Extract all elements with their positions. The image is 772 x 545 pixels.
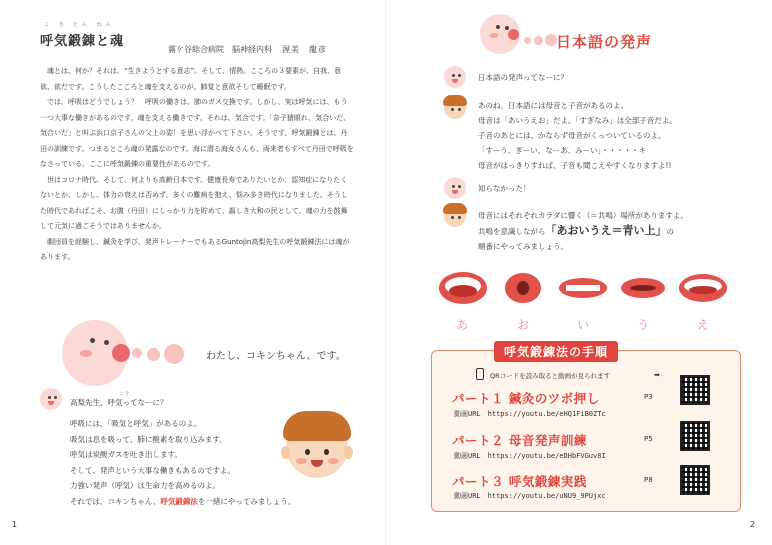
eye [90, 338, 95, 343]
section-title: 日本語の発声 [556, 33, 653, 51]
question-text: 日本語の発声ってなーに？ [478, 73, 568, 82]
part-page: P8 [644, 476, 653, 484]
essay-paragraph: では、呼吸はどうでしょう？ 呼吸の働きは、肺のガス交換です。しかし、実は呼気には、もう一つ大事な働きがあるのです。魂を支える働きです。それは、気合です。「奈子猿眼れ、気合いだ、気合いだ」と叫ぶ浜口京子さんの父上の姿！を思い浮かべて下さい。そうです、呼気鍛錬とは、丹田の訓練です。つまるところ魂の発露なのです。海に潜る海女さんも、両来者もすべて丹田で呼吸をなさっている。ここに呼気鍛錬の重要性があるのです。 [40, 98, 354, 168]
part-page: P5 [644, 435, 653, 443]
kokin-face-icon [444, 66, 466, 88]
essay-title: 呼気鍛錬と魂 [40, 34, 125, 49]
answer-text [70, 416, 295, 510]
arrow-icon: ➡ [654, 371, 660, 379]
eye [104, 340, 109, 345]
essay-body [40, 64, 354, 266]
kokin-intro: わたし、コキンちゃん、です。 [206, 351, 346, 362]
sensei-boy-icon [286, 416, 348, 478]
answer-line: 呼吸には、「吸気と呼気」があるのよ。 [70, 419, 202, 428]
video-url[interactable]: 動画URL https://youtu.be/eHQ1FiB0ZTc [454, 410, 606, 418]
sensei-boy-icon [444, 97, 466, 119]
kokin-face-icon [444, 177, 466, 199]
kokin-face-icon [62, 320, 128, 386]
vowel-label: え [697, 318, 710, 332]
page-number: 1 [12, 520, 18, 529]
lips-icon [498, 268, 548, 308]
essay-paragraph: 世はコロナ時代。そして、何よりも高齢日本です。健康長寿でありたいとか、認知症になりたくないとか、しかし、体力の衰えは否めず、多くの難病を抱え、悩み多き時代になりました。そうした時代であればこそ、お腹（丹田）にしっかり力を貯めて、謳しき大和の民として、魂の力を鼓舞して元気に過ごそうではありませんか。 [40, 175, 348, 230]
cheek [80, 350, 92, 357]
author-org: 霧ケ谷総合病院 脳神経内科 [168, 45, 272, 54]
video-url[interactable]: 動画URL https://youtu.be/eDHbFVGuv8I [454, 452, 606, 460]
answer-line: そして、発声という大事な働きもあるのですよ。 [70, 465, 235, 475]
phone-icon [476, 368, 484, 380]
kokin-face-icon [480, 14, 520, 54]
essay-paragraph: 劇団員を経験し、鍼灸を学び、発声トレーナーでもあるGuntojin高梨先生の呼気鍛錬法には魂があります。 [40, 237, 350, 261]
page-number: 2 [750, 520, 756, 529]
lips-icon [558, 268, 608, 308]
qr-code-icon[interactable] [680, 465, 710, 495]
question-text: 高梨先生、呼気ってなーに？ [70, 398, 168, 407]
answer-line: 吸気は息を吸って、肺に酸素を取り込みます。 [70, 434, 227, 444]
q1-ruby: こ き [119, 392, 130, 397]
video-url[interactable]: 動画URL https://youtu.be/uNU9_9PUjxc [454, 492, 606, 500]
kokin-face-icon [40, 388, 62, 410]
breath-dot [524, 37, 531, 44]
qr-note: QRコードを読み取ると動画が見られます [490, 372, 611, 380]
procedure-box [431, 345, 741, 512]
vowel-label: あ [456, 318, 469, 332]
part-title: パート３ 呼気鍛錬実践 [452, 474, 587, 489]
lips-icon [678, 268, 728, 308]
vowel-label: う [637, 318, 650, 332]
breath-dot [132, 348, 142, 358]
procedure-title: 呼気鍛錬法の手順 [494, 341, 618, 362]
qr-code-icon[interactable] [680, 375, 710, 405]
vowel-order: 「あおいうえ＝青い上」 [545, 224, 667, 237]
mouth [112, 344, 130, 362]
closing-line: それでは、コキンちゃん、呼気鍛錬法を一緒にやってみましょう。 [70, 496, 296, 506]
resonance-text: 母音にはそれぞれカラダに響く（＝共鳴）場所がありますよ。 共鳴を意識しながら「あおいうえ＝青い上」の 順番にやってみましょう。 [478, 211, 688, 251]
right-page [386, 0, 772, 545]
author-line [168, 44, 327, 55]
part-title: パート２ 母音発声訓練 [452, 433, 587, 448]
author-name: 渥美 龍彦 [282, 45, 327, 54]
breath-dot [147, 348, 160, 361]
lips-icon [438, 268, 488, 308]
answer-text: あのね、日本語には母音と子音があるのよ。 母音は「あいうえお」だよ。「すぎなみ」は全部子音だよ。 子音のあとには、かならず母音がくっついているのよ。 「すーう、ぎーい、なーあ、みーい」・・・・・キ 母音がはっきりすれば、子音も聞こえやすくなりますよ!! [478, 101, 677, 170]
part-title: パート１ 鍼灸のツボ押し [452, 391, 600, 406]
essay-paragraph: 魂とは、何か？それは、“生きようとする意志”。そして、情熱。こころの３要素が、自我、意欲、欲だです。こうしたこころと魂を支えるのが、肺覚と意欲そして睡眠です。 [40, 67, 342, 91]
vowel-label: い [577, 318, 590, 332]
sensei-boy-icon [444, 205, 466, 227]
reply-text: 知らなかった！ [478, 184, 531, 193]
breath-dot [164, 344, 184, 364]
qr-code-icon[interactable] [680, 421, 710, 451]
part-page: P3 [644, 393, 653, 401]
breath-dot [534, 36, 543, 45]
answer-line: 呼気は炭酸ガスを吐き出します。 [70, 450, 182, 460]
lips-icon [618, 268, 668, 308]
highlight-text: 呼気鍛錬法 [160, 496, 198, 506]
vowel-label: お [517, 318, 530, 332]
title-ruby: こ き たん れん [44, 22, 115, 28]
answer-line: 力強い発声（呼気）は生命力を高めるのよ。 [70, 481, 220, 491]
